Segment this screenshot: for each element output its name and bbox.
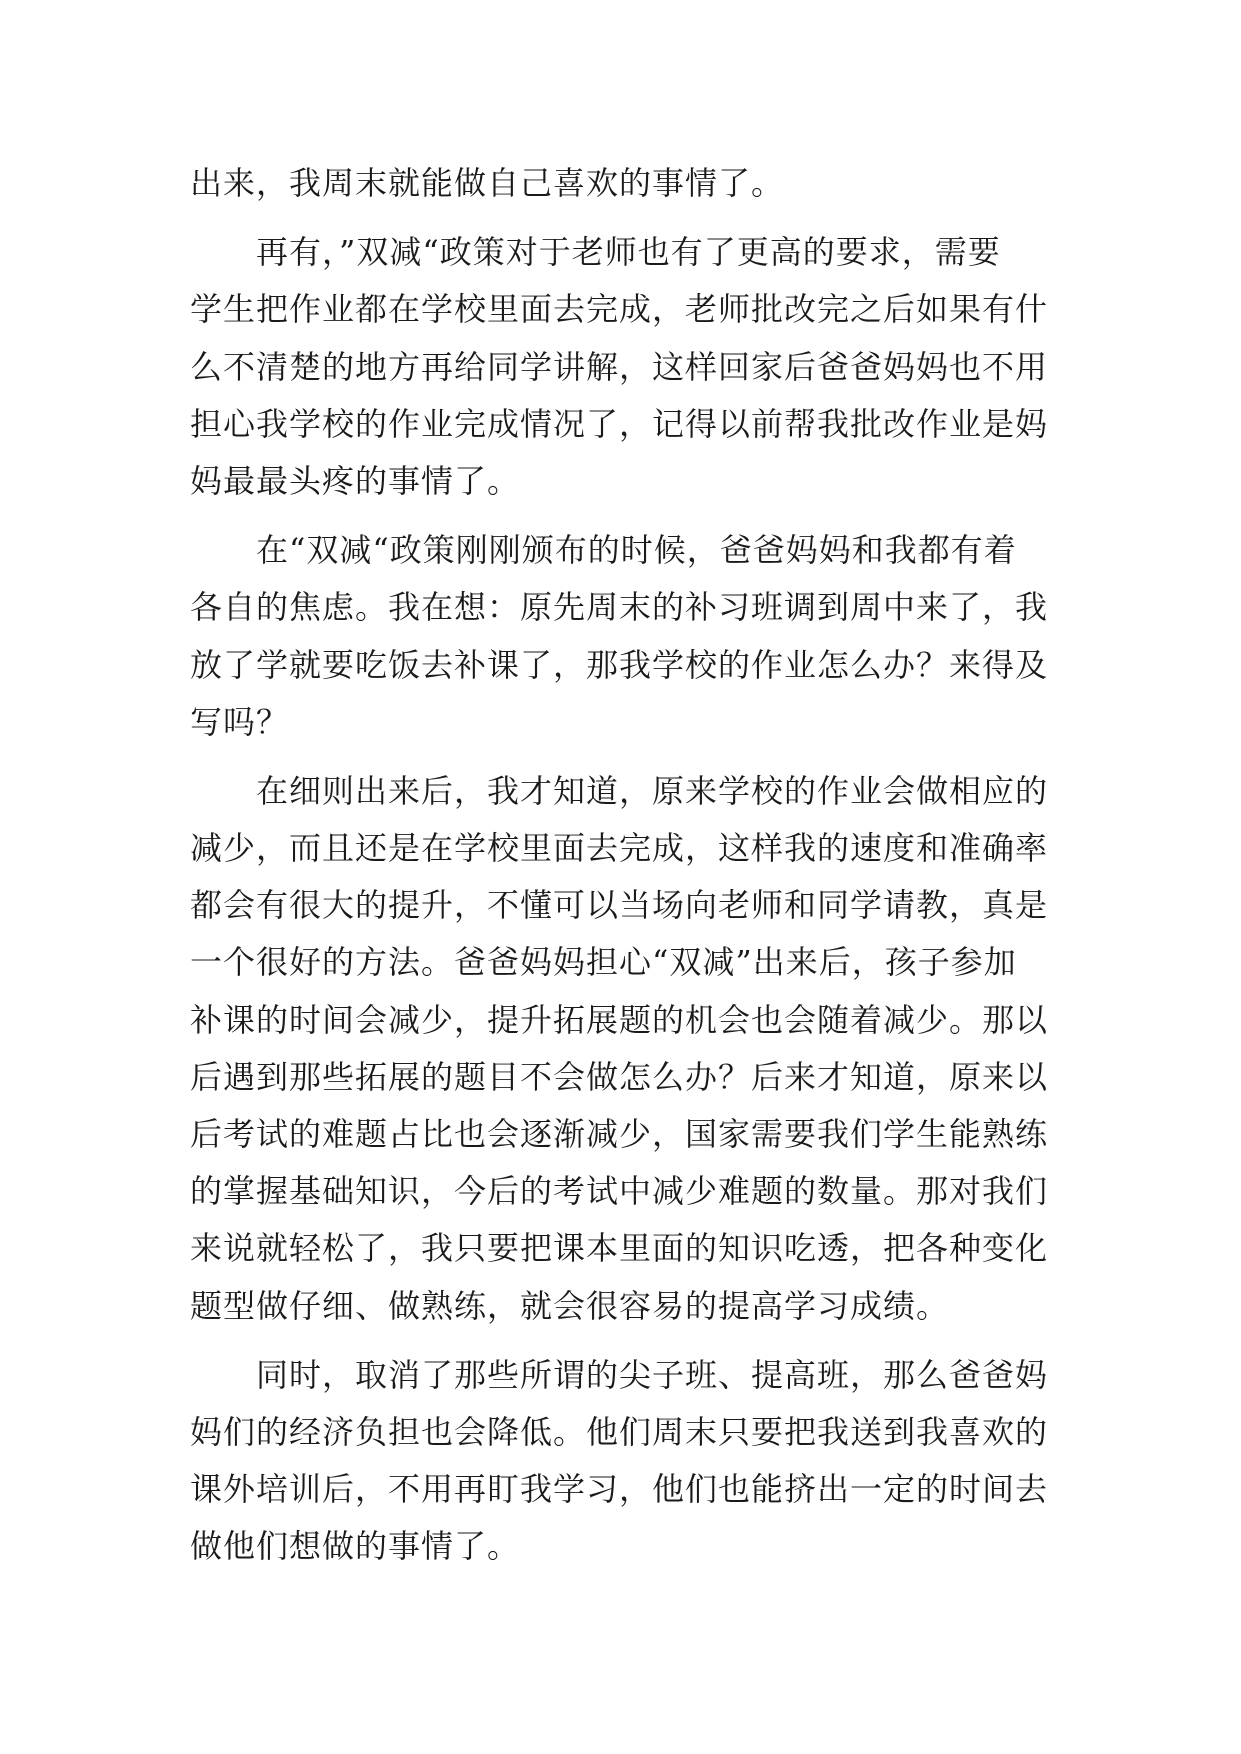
text-line: 放了学就要吃饭去补课了，那我学校的作业怎么办？来得及 [190, 645, 1049, 684]
text-line: 后考试的难题占比也会逐渐减少，国家需要我们学生能熟练 [190, 1115, 1049, 1153]
paragraph [190, 763, 1052, 1335]
text-line: 同时，取消了那些所谓的尖子班、提高班，那么爸爸妈 [190, 1355, 1049, 1394]
text-line: 一个很好的方法。爸爸妈妈担心“双减”出来后，孩子参加 [190, 943, 1017, 982]
text-line: 出来，我周末就能做自己喜欢的事情了。 [190, 164, 785, 202]
document-body [190, 155, 1052, 1576]
paragraph [190, 522, 1052, 751]
text-line: 学生把作业都在学校里面去完成，老师批改完之后如果有什 [190, 290, 1049, 329]
text-line: 写吗？ [190, 702, 290, 741]
text-line: 在“双减“政策刚刚颁布的时候，爸爸妈妈和我都有着 [190, 531, 1017, 570]
text-line: 做他们想做的事情了。 [190, 1527, 521, 1566]
text-line: 在细则出来后，我才知道，原来学校的作业会做相应的 [190, 771, 1049, 810]
text-line: 妈最最头疼的事情了。 [190, 461, 521, 500]
text-line: 的掌握基础知识，今后的考试中减少难题的数量。那对我们 [190, 1172, 1049, 1211]
text-line: 么不清楚的地方再给同学讲解，这样回家后爸爸妈妈也不用 [190, 347, 1049, 386]
text-line: 来说就轻松了，我只要把课本里面的知识吃透，把各种变化 [190, 1229, 1049, 1268]
text-line: 减少，而且还是在学校里面去完成，这样我的速度和准确率 [190, 829, 1049, 868]
text-line: 再有，”双减“政策对于老师也有了更高的要求，需要 [190, 233, 1001, 272]
paragraph [190, 155, 1052, 212]
text-line: 后遇到那些拓展的题目不会做怎么办？后来才知道，原来以 [190, 1057, 1049, 1096]
paragraph [190, 224, 1052, 510]
text-line: 补课的时间会减少，提升拓展题的机会也会随着减少。那以 [190, 1000, 1049, 1039]
text-line: 妈们的经济负担也会降低。他们周末只要把我送到我喜欢的 [190, 1412, 1049, 1451]
text-line: 都会有很大的提升，不懂可以当场向老师和同学请教，真是 [190, 886, 1049, 925]
text-line: 课外培训后，不用再盯我学习，他们也能挤出一定的时间去 [190, 1470, 1049, 1509]
paragraph [190, 1347, 1052, 1576]
text-line: 题型做仔细、做熟练，就会很容易的提高学习成绩。 [190, 1286, 950, 1325]
text-line: 担心我学校的作业完成情况了，记得以前帮我批改作业是妈 [190, 404, 1049, 443]
text-line: 各自的焦虑。我在想：原先周末的补习班调到周中来了，我 [190, 588, 1049, 627]
